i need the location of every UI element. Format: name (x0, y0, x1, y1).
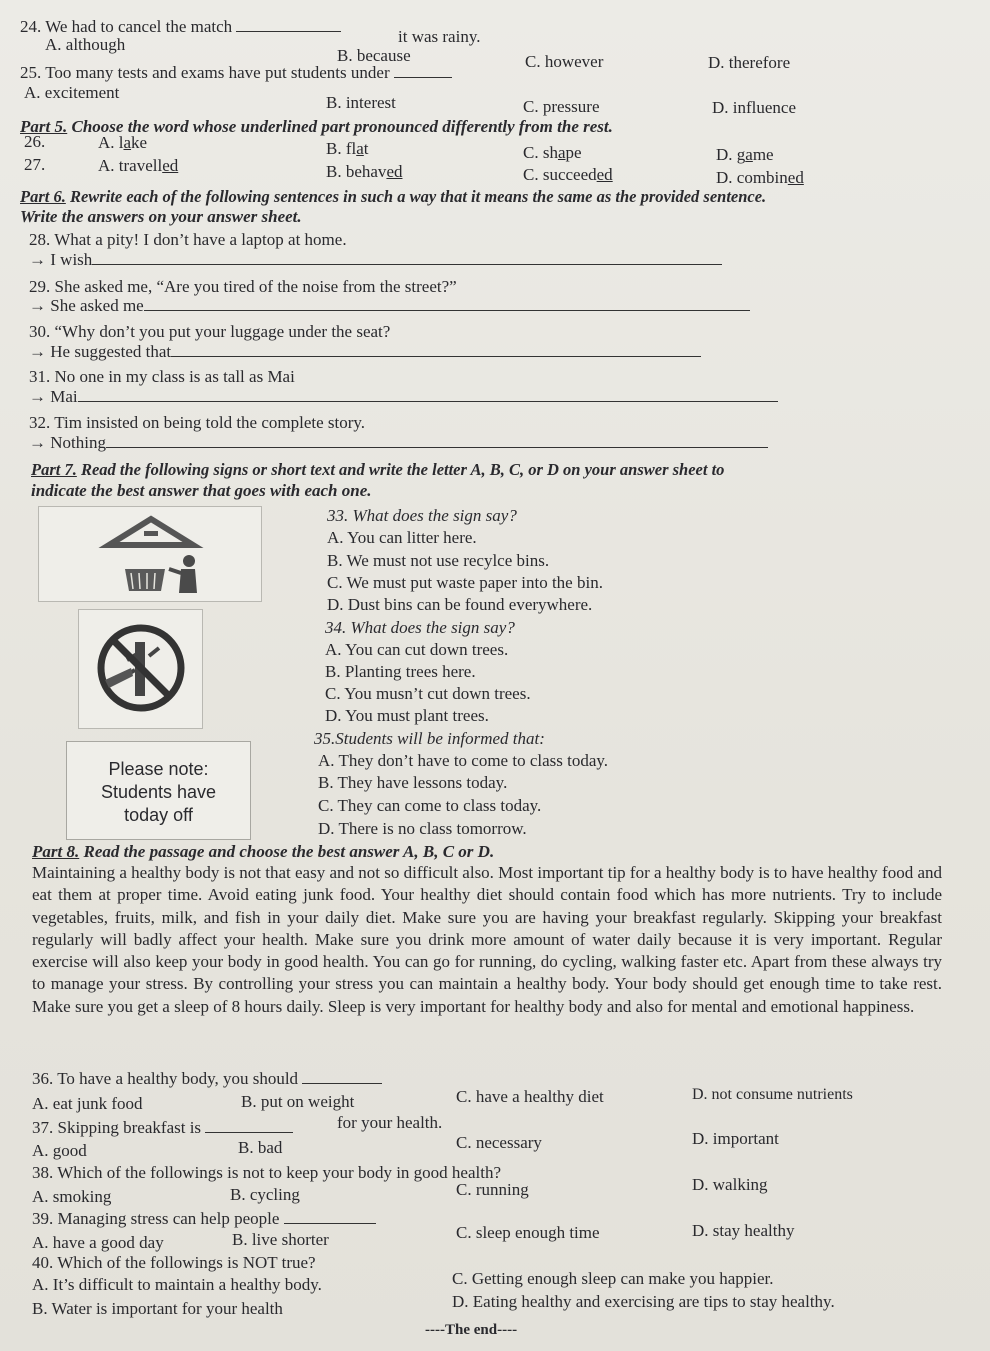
q36-option-b: B. put on weight (241, 1092, 355, 1111)
q40-option-b: B. Water is important for your health (32, 1299, 283, 1318)
q26-c-pre: C. sh (523, 143, 558, 162)
q25-stem (20, 63, 452, 83)
q24-stem-a: 24. We had to cancel the match (20, 17, 233, 36)
q24-option-d: D. therefore (708, 53, 791, 72)
q30-answer-line (29, 342, 701, 362)
part7-instruction-2: indicate the best answer that goes with each one. (31, 481, 372, 500)
q25-option-d: D. influence (712, 98, 797, 117)
q26-a-post: ke (131, 133, 148, 152)
q37-option-c: C. necessary (456, 1133, 542, 1152)
q28-stem: 28. What a pity! I don’t have a laptop at home. (29, 230, 347, 249)
q27-c-pre: C. succeed (523, 165, 597, 184)
q36-stem-text: 36. To have a healthy body, you should (32, 1069, 299, 1088)
notice-box (66, 741, 251, 840)
q24-stem (20, 17, 341, 37)
q35-option-a: A. They don’t have to come to class today. (318, 751, 609, 770)
q33-option-d: D. Dust bins can be found everywhere. (327, 595, 593, 614)
q30-stem: 30. “Why don’t you put your luggage under the seat? (29, 322, 391, 341)
part5-instruction: Choose the word whose underlined part pronounced differently from the rest. (67, 117, 613, 136)
q25-option-a: A. excitement (24, 83, 120, 102)
part8-instruction: Read the passage and choose the best answer A, B, C or D. (79, 842, 495, 861)
no-tree-cutting-icon (79, 610, 202, 728)
q26-d-post: me (752, 145, 774, 164)
sign-no-cutting-trees (78, 609, 203, 729)
q39-blank (284, 1209, 376, 1224)
q35-option-c: C. They can come to class today. (318, 796, 542, 815)
q36-option-d: D. not consume nutrients (692, 1086, 853, 1103)
q32-stem: 32. Tim insisted on being told the complete story. (29, 413, 366, 432)
q39-option-a: A. have a good day (32, 1233, 164, 1252)
q36-option-c: C. have a healthy diet (456, 1087, 604, 1106)
q26-option-d (716, 145, 774, 165)
reading-passage: Maintaining a healthy body is not that easy and not so difficult also. Most important tip for a healthy body is to have healthy food and eat them at proper time. Avoid eating junk food. Your healthy diet should contain food which has more nutrients. Try to include vegetables, fruits, milk, and fish in your daily diet. Make sure you are having your breakfast regularly. Skipping your breakfast regularly will badly affect your health. Make sure you drink more amount of water daily because it is very important. Regular exercise will also keep your body in good health. You can go for running, do cycling, walking faster etc. Apart from these always try to manage your stress. By controlling your stress you can maintain a healthy body. Your body should get enough time to take rest. Make sure you get a sleep of 8 hours daily. Sleep is very important for healthy body and also for mental and emotional happiness. (32, 863, 942, 1016)
part6-instruction-2: Write the answers on your answer sheet. (20, 207, 302, 226)
sign-litter-bin (38, 506, 262, 602)
q24-option-b: B. because (337, 46, 411, 65)
q27-b-pre: B. behav (326, 162, 387, 181)
q31-stem: 31. No one in my class is as tall as Mai (29, 367, 295, 386)
q33-stem: 33. What does the sign say? (327, 506, 517, 525)
q34-option-d: D. You must plant trees. (325, 706, 489, 725)
part7-instruction: Read the following signs or short text and write the letter A, B, C, or D on your answer sheet to (76, 460, 725, 479)
q26-option-b (326, 139, 369, 159)
q36-option-a: A. eat junk food (32, 1094, 143, 1113)
q26-c-underlined: a (557, 143, 566, 162)
q40-option-d: D. Eating healthy and exercising are tips to stay healthy. (452, 1292, 835, 1311)
q24-stem-b: it was rainy. (398, 27, 481, 46)
q27-number: 27. (24, 155, 46, 174)
q39-option-c: C. sleep enough time (456, 1223, 600, 1242)
q32-lead: → Nothing (29, 433, 106, 452)
q40-option-a: A. It’s difficult to maintain a healthy body. (32, 1275, 322, 1294)
q38-option-b: B. cycling (230, 1185, 300, 1204)
part6-heading (20, 187, 766, 207)
q27-a-pre: A. travell (98, 156, 163, 175)
q34-stem: 34. What does the sign say? (325, 618, 515, 637)
q40-option-c: C. Getting enough sleep can make you happier. (452, 1269, 774, 1288)
q29-blank (144, 296, 750, 311)
q37-stem (32, 1118, 293, 1138)
q34-option-b: B. Planting trees here. (325, 662, 476, 681)
part7-title: Part 7. (31, 460, 77, 479)
q28-answer-line (29, 250, 722, 270)
q31-blank (78, 387, 778, 402)
q38-option-d: D. walking (692, 1175, 768, 1194)
q35-option-d: D. There is no class tomorrow. (318, 819, 527, 838)
q39-option-d: D. stay healthy (692, 1221, 795, 1240)
q28-lead: → I wish (29, 250, 93, 269)
q37-option-d: D. important (692, 1129, 779, 1148)
part5-title: Part 5. (20, 117, 68, 136)
q32-answer-line (29, 433, 768, 453)
part6-title: Part 6. (20, 187, 66, 206)
q33-option-c: C. We must put waste paper into the bin. (327, 573, 603, 592)
q26-b-pre: B. fl (326, 139, 357, 158)
part8-heading (32, 842, 494, 862)
q36-blank (302, 1069, 382, 1084)
q24-option-a: A. although (45, 35, 126, 54)
q26-b-post: t (363, 139, 369, 158)
q27-a-underlined: ed (162, 156, 179, 175)
q27-option-a (98, 156, 178, 176)
q29-stem: 29. She asked me, “Are you tired of the noise from the street?” (29, 277, 457, 296)
q27-c-underlined: ed (596, 165, 613, 184)
q29-answer-line (29, 296, 750, 316)
q39-stem-text: 39. Managing stress can help people (32, 1209, 280, 1228)
q27-d-pre: D. combin (716, 168, 788, 187)
q35-option-b: B. They have lessons today. (318, 773, 508, 792)
notice-line-3: today off (124, 805, 193, 825)
q29-lead: → She asked me (29, 296, 144, 315)
q27-option-b (326, 162, 402, 182)
q27-option-d (716, 168, 804, 188)
q25-blank (394, 63, 452, 78)
q33-option-a: A. You can litter here. (327, 528, 477, 547)
part7-heading (31, 460, 724, 480)
q24-blank (236, 17, 341, 32)
q37-option-b: B. bad (238, 1138, 283, 1157)
q26-number: 26. (24, 132, 46, 151)
q39-stem (32, 1209, 376, 1229)
part6-instruction: Rewrite each of the following sentences in such a way that it means the same as the provided sentence. (65, 187, 767, 206)
q30-lead: → He suggested that (29, 342, 172, 361)
q25-option-b: B. interest (326, 93, 396, 112)
q37-blank (205, 1118, 293, 1133)
q34-option-c: C. You musn’t cut down trees. (325, 684, 531, 703)
q31-lead: → Mai (29, 387, 78, 406)
q37-stem-text: 37. Skipping breakfast is (32, 1118, 202, 1137)
q39-option-b: B. live shorter (232, 1230, 329, 1249)
notice-line-2: Students have (100, 782, 217, 802)
q25-option-c: C. pressure (523, 97, 600, 116)
q25-stem-text: 25. Too many tests and exams have put students under (20, 63, 390, 82)
part8-title: Part 8. (32, 842, 80, 861)
litter-bin-icon (39, 507, 261, 601)
q34-option-a: A. You can cut down trees. (325, 640, 509, 659)
q37-stem-b: for your health. (337, 1113, 443, 1132)
q24-option-c: C. however (525, 52, 604, 71)
q33-option-b: B. We must not use recylce bins. (327, 551, 550, 570)
q40-stem: 40. Which of the followings is NOT true? (32, 1253, 316, 1272)
q26-a-pre: A. l (98, 133, 124, 152)
q26-c-post: pe (565, 143, 582, 162)
q38-option-a: A. smoking (32, 1187, 112, 1206)
q36-stem (32, 1069, 382, 1089)
q27-d-underlined: ed (787, 168, 804, 187)
q27-b-underlined: ed (386, 162, 403, 181)
q35-stem: 35.Students will be informed that: (314, 729, 545, 748)
q38-stem: 38. Which of the followings is not to keep your body in good health? (32, 1163, 502, 1182)
q38-option-c: C. running (456, 1180, 529, 1199)
q27-option-c (523, 165, 613, 185)
q26-b-underlined: a (356, 139, 364, 158)
q32-blank (106, 433, 768, 448)
q26-option-c (523, 143, 582, 163)
q26-d-underlined: a (745, 145, 753, 164)
q26-d-pre: D. g (716, 145, 746, 164)
q30-blank (171, 342, 701, 357)
the-end: ----The end---- (425, 1322, 518, 1338)
q26-a-underlined: a (123, 133, 132, 152)
notice-line-1: Please note: (108, 759, 209, 779)
q28-blank (92, 250, 722, 265)
q26-option-a (98, 133, 147, 153)
q31-answer-line (29, 387, 778, 407)
q37-option-a: A. good (32, 1141, 87, 1160)
